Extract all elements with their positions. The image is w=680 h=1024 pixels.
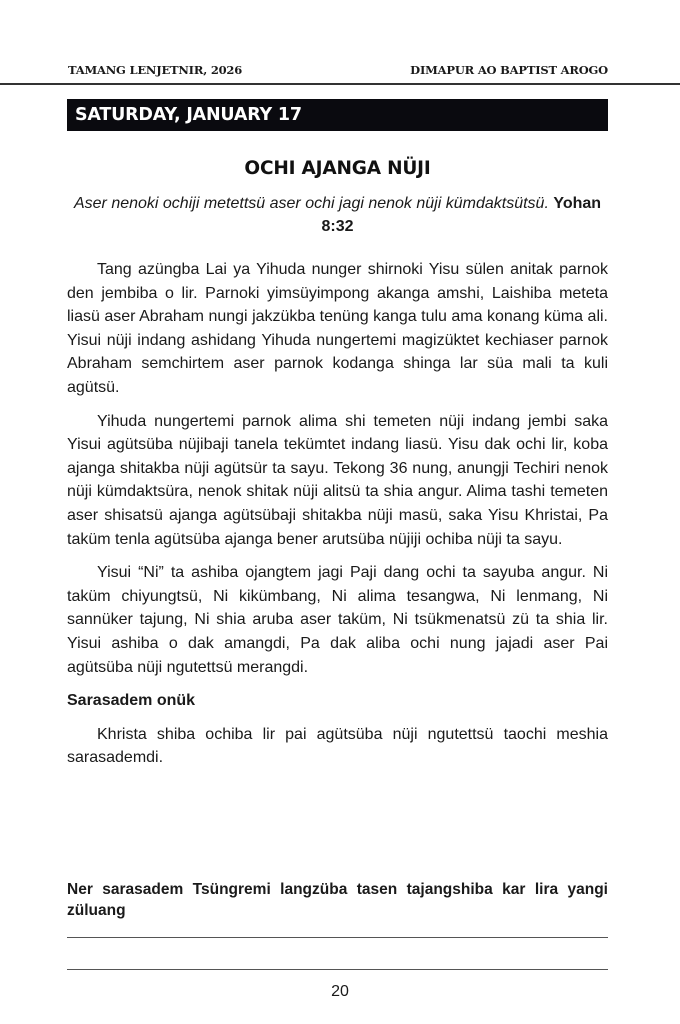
header-right: DIMAPUR AO BAPTIST AROGO <box>410 63 608 77</box>
devotion-body <box>67 258 608 780</box>
prayer-prompt: Ner sarasadem Tsüngremi langzüba tasen tajangshiba kar lira yangi züluang <box>67 881 608 919</box>
reflection-heading: Sarasadem onük <box>67 692 196 710</box>
page-number: 20 <box>331 983 349 1000</box>
verse-reference: Yohan 8:32 <box>321 195 602 235</box>
writing-line[interactable] <box>67 969 608 970</box>
devotion-title: OCHI AJANGA NÜJI <box>244 158 431 179</box>
writing-line[interactable] <box>67 937 608 938</box>
date-banner: SATURDAY, JANUARY 17 <box>67 99 608 131</box>
paragraph: Yihuda nungertemi parnok alima shi temeten nüji indang jembi saka Yisui agütsüba nüjibaji tanela tekümtet indang liasü. Yisu dak ochi lir, koba ajanga shitakba nüji agütsür ta sayu. Tekong 36 nung, anungji Techiri nenok nüji kümdaktsüra, nenok shitak nüji alitsü ta shia angur. Alima tashi temeten aser shisatsü ajanga agütsübaji shitakba nüji masü, saka Yisu Khristai, Pa taküm tenla agütsüba ajanga bener arutsüba nüjiji ochiba nüji ta sayu. <box>67 412 608 548</box>
paragraph: Tang azüngba Lai ya Yihuda nunger shirnoki Yisu sülen anitak parnok den jembiba o lir. Parnoki yimsüyimpong akanga amshi, Laishiba meteta liasü aser Abraham nungi jakzükba tenüng kanga tulu ama konang küma ali. Yisui nüji indang ashidang Yihuda nungertemi magizüktet kechiaser parnok Abraham semchirtem aser parnok kodanga shinga lar süa mali ta kuli agütsü. <box>67 261 608 396</box>
paragraph: Yisui “Ni” ta ashiba ojangtem jagi Paji dang ochi ta sayuba angur. Ni taküm chiyungtsü, Ni kikümbang, Ni alima tesangwa, Ni lenmang, Ni sannüker tajung, Ni shia aruba aser taküm, Ni tsükmenatsü zü ta shia lir. Yisui ashiba o dak amangdi, Pa dak aliba ochi nung jajadi aser Pai agütsüba nüji ngutettsü merangdi. <box>67 564 608 676</box>
reflection-text: Khrista shiba ochiba lir pai agütsüba nüji ngutettsü taochi meshia sarasademdi. <box>67 725 608 767</box>
header-left: TAMANG LENJETNIR, 2026 <box>68 63 243 77</box>
key-verse <box>67 192 608 238</box>
header-divider <box>0 83 680 85</box>
running-header <box>68 63 608 77</box>
verse-text: Aser nenoki ochiji metettsü aser ochi jagi nenok nüji kümdaktsütsü. <box>73 195 554 212</box>
